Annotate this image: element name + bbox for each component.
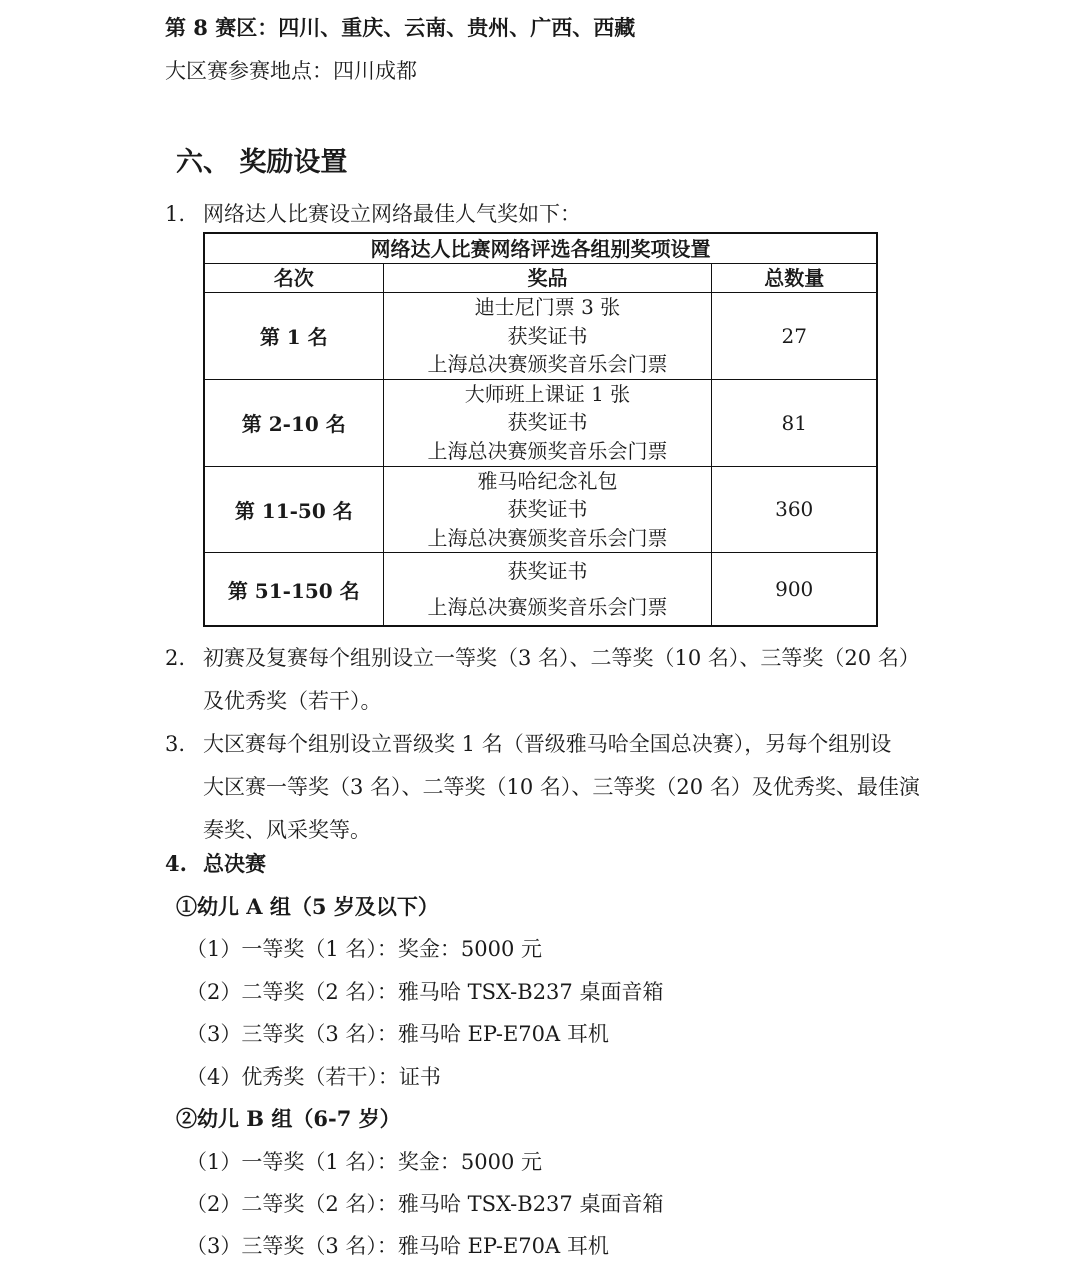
- item-number: 4.: [165, 851, 187, 876]
- award-line: （2）二等奖（2 名）：雅马哈 TSX-B237 桌面音箱: [186, 1192, 664, 1216]
- region-title: 第 8 赛区：四川、重庆、云南、贵州、广西、西藏: [165, 15, 636, 40]
- prize-line: 上海总决赛颁奖音乐会门票: [427, 525, 668, 550]
- table-row: [204, 553, 877, 627]
- item-line: 初赛及复赛每个组别设立一等奖（3 名）、二等奖（10 名）、三等奖（20 名）: [203, 646, 920, 670]
- prize-line: 大师班上课证 1 张: [464, 381, 631, 406]
- prize-line: 获奖证书: [507, 410, 588, 435]
- item-number: 2.: [165, 646, 186, 670]
- item-text: [203, 637, 920, 723]
- prize-cell: [383, 293, 712, 380]
- item-text: 网络达人比赛设立网络最佳人气奖如下：: [203, 202, 581, 226]
- prize-line: 雅马哈纪念礼包: [477, 468, 618, 493]
- item-line: 大区赛每个组别设立晋级奖 1 名（晋级雅马哈全国总决赛），另每个组别设: [203, 732, 892, 756]
- award-line: （2）二等奖（2 名）：雅马哈 TSX-B237 桌面音箱: [186, 980, 664, 1004]
- prize-line: 获奖证书: [507, 497, 588, 522]
- total-cell: 900: [712, 553, 877, 627]
- awards-table: [203, 232, 878, 627]
- prize-line: 获奖证书: [507, 559, 588, 584]
- prize-cell: [383, 553, 712, 627]
- table-row: [204, 466, 877, 553]
- item-line: 大区赛一等奖（3 名）、二等奖（10 名）、三等奖（20 名）及优秀奖、最佳演: [203, 775, 920, 799]
- region-venue: 大区赛参赛地点：四川成都: [165, 59, 417, 83]
- rank-cell: 第 11-50 名: [204, 466, 383, 553]
- rank-cell: 第 1 名: [204, 293, 383, 380]
- rank-cell: 第 2-10 名: [204, 379, 383, 466]
- table-header-rank: 名次: [204, 264, 383, 293]
- item-number: 3.: [165, 732, 186, 756]
- total-cell: 27: [712, 293, 877, 380]
- award-line: （1）一等奖（1 名）：奖金：5000 元: [186, 937, 543, 961]
- prize-line: 上海总决赛颁奖音乐会门票: [427, 438, 668, 463]
- item-text: [203, 723, 920, 852]
- award-line: （1）一等奖（1 名）：奖金：5000 元: [186, 1150, 543, 1174]
- prize-line: 上海总决赛颁奖音乐会门票: [427, 595, 668, 620]
- prize-cell: [383, 379, 712, 466]
- table-row: [204, 379, 877, 466]
- total-cell: 81: [712, 379, 877, 466]
- award-line: （3）三等奖（3 名）：雅马哈 EP-E70A 耳机: [186, 1234, 609, 1258]
- total-cell: 360: [712, 466, 877, 553]
- rank-cell: 第 51-150 名: [204, 553, 383, 627]
- group-title: ①幼儿 A 组（5 岁及以下）: [176, 894, 439, 919]
- prize-line: 获奖证书: [507, 323, 588, 348]
- prize-cell: [383, 466, 712, 553]
- award-line: （4）优秀奖（若干）：证书: [186, 1065, 441, 1089]
- table-row: [204, 293, 877, 380]
- prize-line: 迪士尼门票 3 张: [474, 295, 621, 319]
- item-number: 1.: [165, 202, 186, 226]
- table-header-prize: 奖品: [383, 264, 712, 293]
- table-title: 网络达人比赛网络评选各组别奖项设置: [204, 233, 877, 264]
- group-title: ②幼儿 B 组（6-7 岁）: [176, 1106, 401, 1131]
- item-line: 及优秀奖（若干）。: [203, 689, 382, 713]
- item-text: 总决赛: [203, 851, 266, 876]
- award-line: （3）三等奖（3 名）：雅马哈 EP-E70A 耳机: [186, 1022, 609, 1046]
- item-line: 奏奖、风采奖等。: [203, 818, 371, 842]
- table-header-total: 总数量: [712, 264, 877, 293]
- prize-line: 上海总决赛颁奖音乐会门票: [427, 352, 668, 377]
- section-heading: 六、 奖励设置: [176, 147, 348, 178]
